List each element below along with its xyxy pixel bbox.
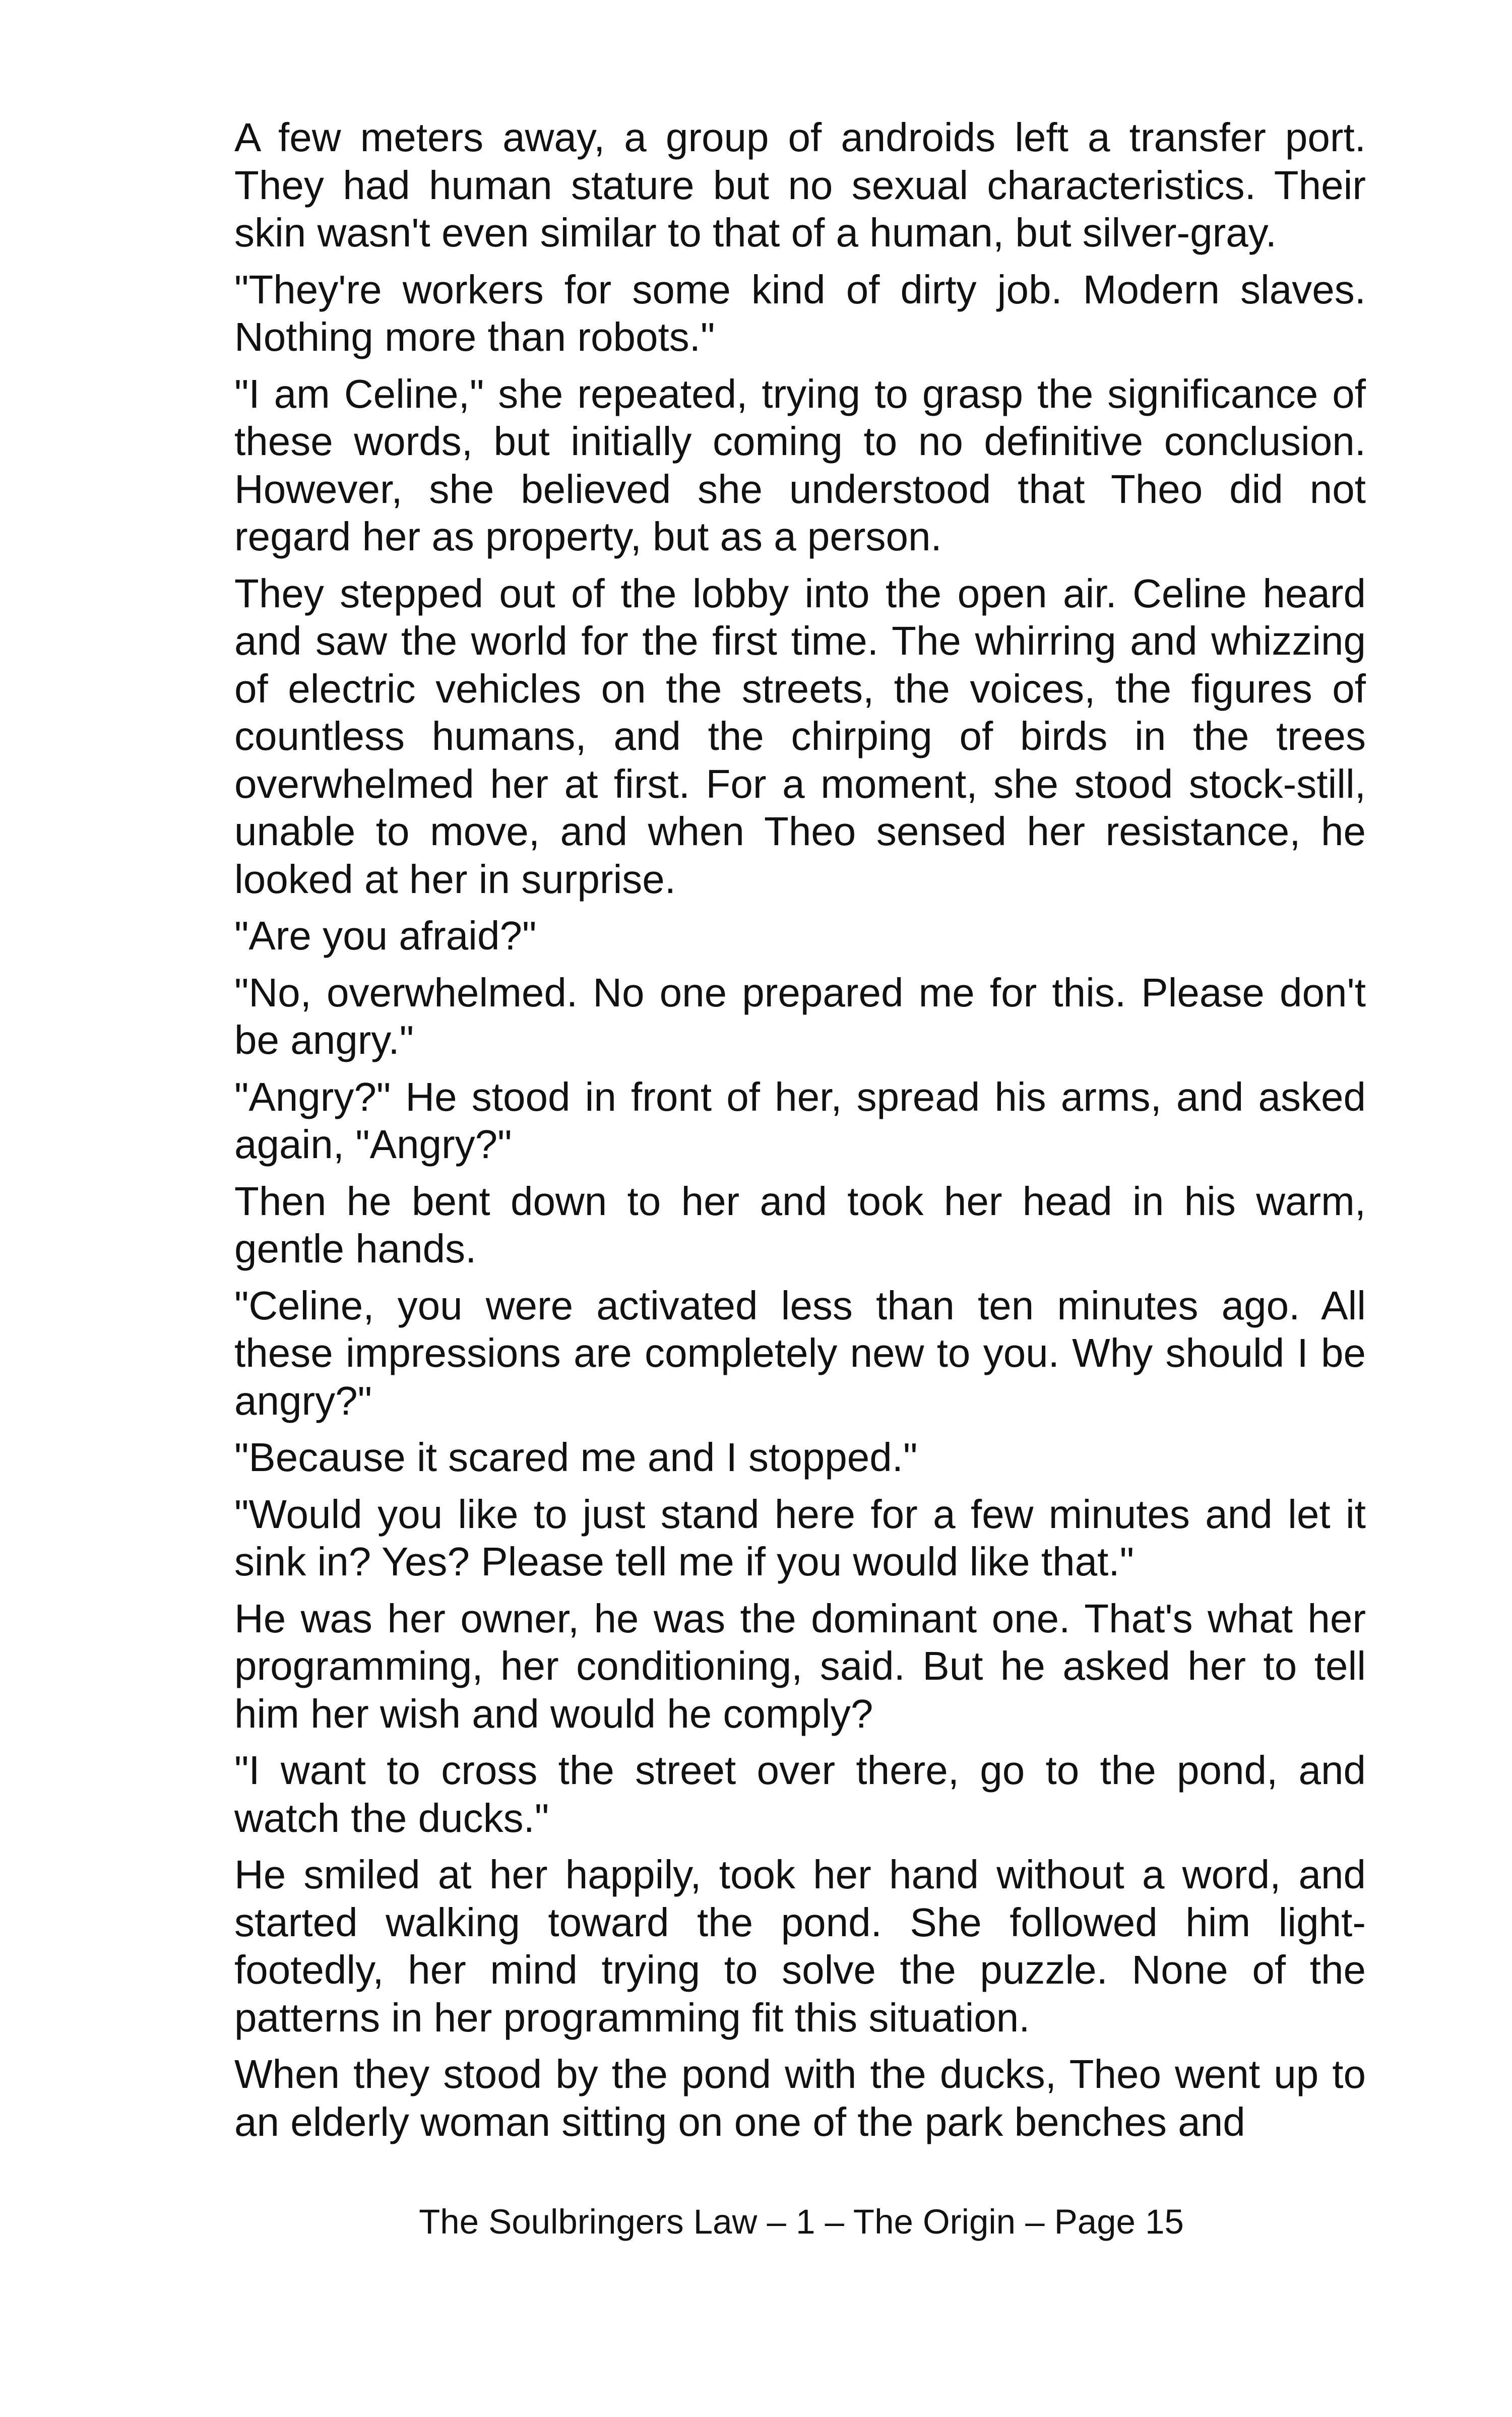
page-footer: The Soulbringers Law – 1 – The Origin – Page 15: [419, 2202, 1184, 2241]
paragraph: A few meters away, a group of androids left a transfer port. They had human stature but no sexual characteristics. Their skin wasn't even similar to that of a human, but silver-gray.: [234, 115, 1366, 255]
paragraph: When they stood by the pond with the ducks, Theo went up to an elderly woman sitting on one of the park benches and: [234, 2052, 1366, 2144]
paragraph: "No, overwhelmed. No one prepared me for this. Please don't be angry.": [234, 970, 1366, 1062]
paragraph: He was her owner, he was the dominant one. That's what her programming, her conditioning, said. But he asked her to tell him her wish and would he comply?: [234, 1596, 1366, 1736]
paragraph: "Because it scared me and I stopped.": [234, 1435, 918, 1480]
paragraph: "Celine, you were activated less than ten minutes ago. All these impressions are completely new to you. Why should I be angry?": [234, 1283, 1366, 1423]
paragraph: "Would you like to just stand here for a few minutes and let it sink in? Yes? Please tell me if you would like that.": [234, 1491, 1366, 1584]
body-text: [234, 114, 1366, 2155]
paragraph: "They're workers for some kind of dirty job. Modern slaves. Nothing more than robots.": [234, 267, 1366, 359]
paragraph: They stepped out of the lobby into the open air. Celine heard and saw the world for the first time. The whirring and whizzing of electric vehicles on the streets, the voices, the figures of countless humans, and the chirping of birds in the trees overwhelmed her at first. For a moment, she stood stock-still, unable to move, and when Theo sensed her resistance, he looked at her in surprise.: [234, 570, 1366, 902]
paragraph: "Are you afraid?": [234, 913, 537, 958]
paragraph: "Angry?" He stood in front of her, spread his arms, and asked again, "Angry?": [234, 1074, 1366, 1167]
paragraph: "I want to cross the street over there, go to the pond, and watch the ducks.": [234, 1748, 1366, 1840]
paragraph: Then he bent down to her and took her head in his warm, gentle hands.: [234, 1178, 1366, 1271]
paragraph: He smiled at her happily, took her hand without a word, and started walking toward the pond. She followed him light-footedly, her mind trying to solve the puzzle. None of the patterns in her programming fit this situation.: [234, 1852, 1366, 2040]
paragraph: "I am Celine," she repeated, trying to grasp the significance of these words, but initially coming to no definitive conclusion. However, she believed she understood that Theo did not regard her as property, but as a person.: [234, 371, 1366, 559]
